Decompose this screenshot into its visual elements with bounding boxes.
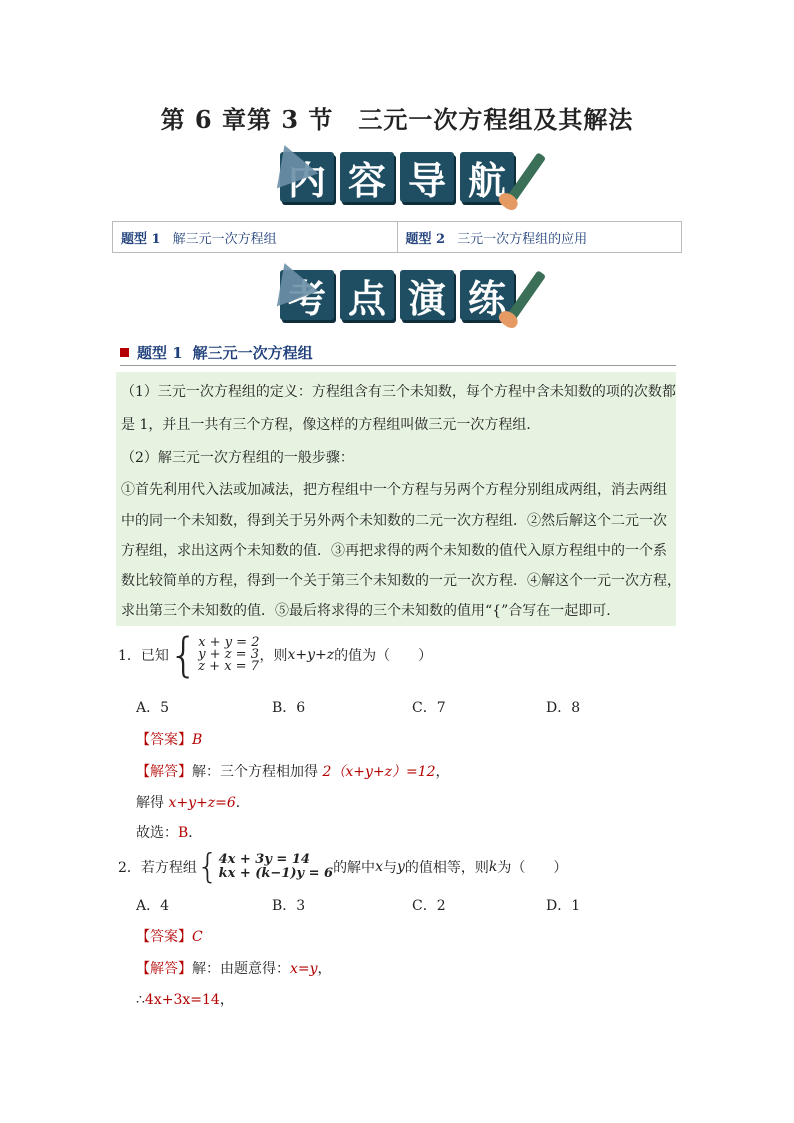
banner-char: 点 [340,270,394,320]
answer-label: 【答案】 [136,929,192,945]
equation: x + y = 2 [198,635,260,650]
solution-math: 4x+3x=14 [144,992,220,1008]
option-c[interactable]: C．2 [412,898,446,914]
solution-label: 【解答】 [136,764,192,780]
answer-line [136,926,203,946]
answer-value: B [192,732,203,748]
option-d[interactable]: D．1 [546,898,581,914]
answer-label: 【答案】 [136,732,192,748]
solution-text: ∴ [136,992,145,1008]
nav-item-label: 题型 1 [121,231,161,247]
solution-line [136,761,450,781]
equation: kx + (k−1)y = 6 [218,866,334,881]
section-divider [120,365,676,366]
math-expr: x+y+z [287,647,335,663]
option-a[interactable]: A．4 [136,898,170,914]
question-1 [118,628,433,682]
option-d[interactable]: D．8 [546,700,581,716]
nav-item-type2[interactable] [397,222,682,252]
banner-exercises [277,268,517,322]
solution-math: x=y [290,961,318,977]
question-text: 的值为（ ） [334,648,433,664]
solution-label: 【解答】 [136,961,192,977]
math-var: y [396,859,405,875]
question-text: ，则 [259,648,288,664]
nav-item-type1[interactable] [113,222,397,252]
solution-math: 2（x+y+z）=12 [322,764,436,780]
solution-line [136,958,332,978]
banner-char: 内 [280,152,334,202]
definition-line: 是 1，并且一共有三个方程，像这样的方程组叫做三元一次方程组． [121,417,541,433]
section-heading [120,342,313,363]
definition-box [116,372,681,626]
banner-char: 导 [400,152,454,202]
equation-system [198,637,259,673]
definition-line: 求出第三个未知数的值．⑤最后将求得的三个未知数的值用“{”合写在一起即可. [121,603,611,619]
solution-math: B [178,825,189,841]
definition-line: ①首先利用代入法或加减法，把方程组中一个方程与另两个方程分别组成两组，消去两组 [121,482,667,498]
question-text: 与 [382,860,397,876]
option-c[interactable]: C．7 [412,700,446,716]
solution-text: ． [235,795,250,811]
banner-content-navigation [277,150,517,204]
answer-line [136,729,202,749]
solution-text: ， [219,992,234,1008]
question-prefix: 1．已知 [118,648,169,664]
solution-text: ． [188,825,203,841]
question-text: 的解中 [333,860,376,876]
solution-line [136,792,250,812]
brace-icon: { [196,847,219,887]
equation-system [219,853,334,881]
solution-line [136,989,234,1009]
solution-text: 解得 [136,795,169,811]
banner-char: 演 [400,270,454,320]
equation: y + z = 3 [198,647,259,662]
banner-char: 练 [460,270,514,320]
section-text: 解三元一次方程组 [192,344,313,362]
content-nav-table [112,221,682,253]
solution-text: ， [317,961,332,977]
math-var: k [488,859,498,875]
option-b[interactable]: B．3 [272,898,306,914]
question-text: 的值相等，则 [404,860,489,876]
question-prefix: 2．若方程组 [118,860,197,876]
red-square-icon [120,348,129,357]
nav-item-text: 解三元一次方程组 [172,231,277,247]
definition-line: 数比较简单的方程，得到一个关于第三个未知数的一元一次方程．④解这个一元一次方程， [121,573,681,589]
definition-line: （1）三元一次方程组的定义：方程组含有三个未知数，每个方程中含未知数的项的次数都 [121,384,676,400]
nav-item-label: 题型 2 [405,231,446,247]
section-label: 题型 1 [137,344,183,362]
equation: z + x = 7 [198,659,259,674]
solution-text: 故选： [136,825,178,841]
brace-icon: { [168,628,199,682]
solution-text: ， [435,764,450,780]
definition-line: 中的同一个未知数，得到关于另外两个未知数的二元一次方程组．②然后解这个二元一次 [121,513,667,529]
definition-line: （2）解三元一次方程组的一般步骤： [121,450,354,466]
option-b[interactable]: B．6 [272,700,306,716]
banner-char: 容 [340,152,394,202]
banner-char: 考 [280,270,334,320]
question-text: 为（ ） [497,860,568,876]
solution-math: x+y+z=6 [168,795,236,811]
solution-line [136,822,202,842]
answer-value: C [192,929,203,945]
solution-text: 解：由题意得： [192,961,290,977]
page-title: 第 6 章第 3 节 三元一次方程组及其解法 [160,105,634,134]
definition-line: 方程组，求出这两个未知数的值．③再把求得的两个未知数的值代入原方程组中的一个系 [121,543,667,559]
option-a[interactable]: A．5 [136,700,170,716]
nav-item-text: 三元一次方程组的应用 [457,231,588,247]
solution-text: 解：三个方程相加得 [192,764,323,780]
question-2 [118,847,568,887]
math-var: x [375,859,383,875]
banner-char: 航 [460,152,514,202]
equation: 4x + 3y = 14 [218,852,310,867]
